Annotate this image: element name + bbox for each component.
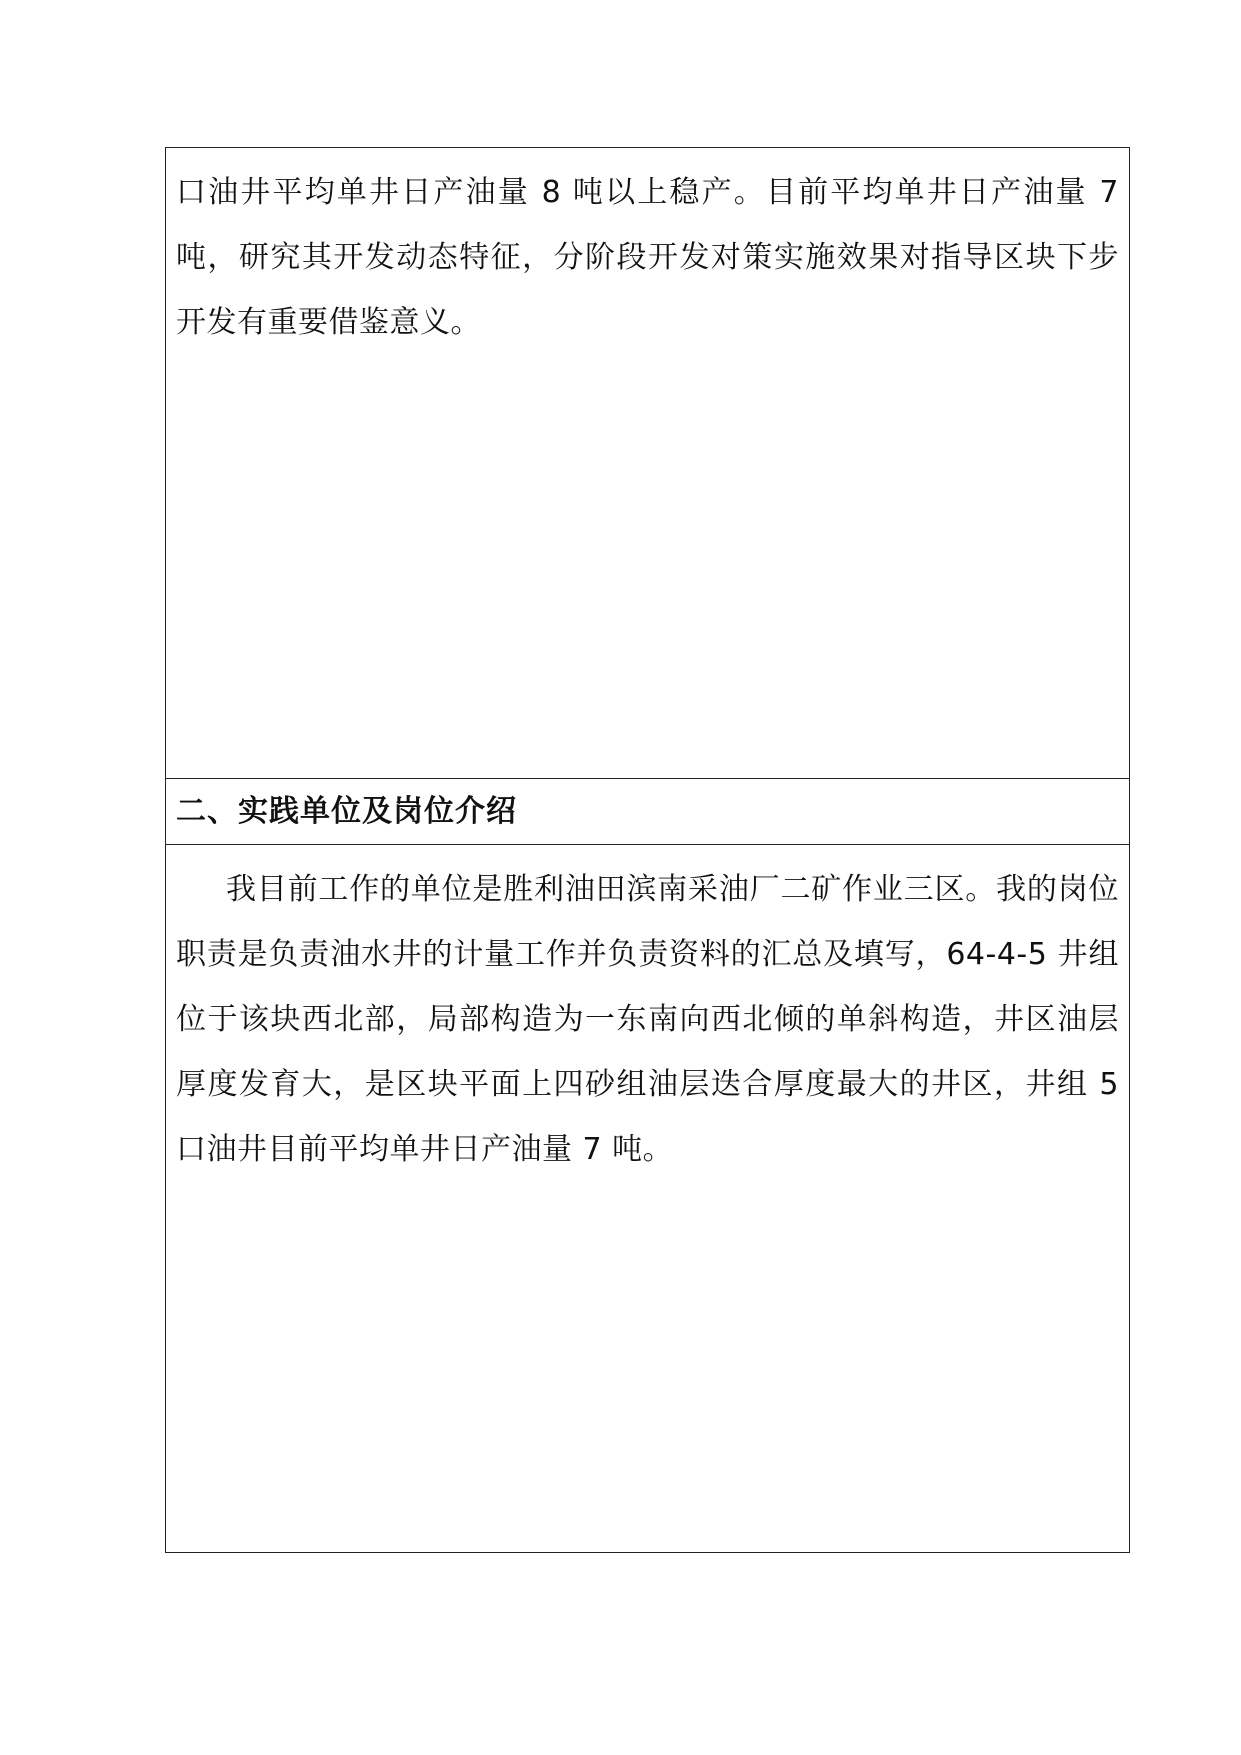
section-1-cell [166,148,1129,779]
section-2-heading-cell [166,779,1129,845]
section-2-paragraph: 我目前工作的单位是胜利油田滨南采油厂二矿作业三区。我的岗位职责是负责油水井的计量工作并负责资料的汇总及填写，64-4-5 井组位于该块西北部，局部构造为一东南向西北倾的单斜构造，井区油层厚度发育大，是区块平面上四砂组油层迭合厚度最大的井区，井组 5 口油井目前平均单井日产油量 7 吨。 [176,872,1119,1167]
report-table [165,147,1130,1553]
section-2-heading: 二、实践单位及岗位介绍 [176,794,517,829]
section-1-paragraph: 口油井平均单井日产油量 8 吨以上稳产。目前平均单井日产油量 7 吨，研究其开发动态特征，分阶段开发对策实施效果对指导区块下步开发有重要借鉴意义。 [176,175,1119,340]
section-2-cell [166,845,1129,1552]
